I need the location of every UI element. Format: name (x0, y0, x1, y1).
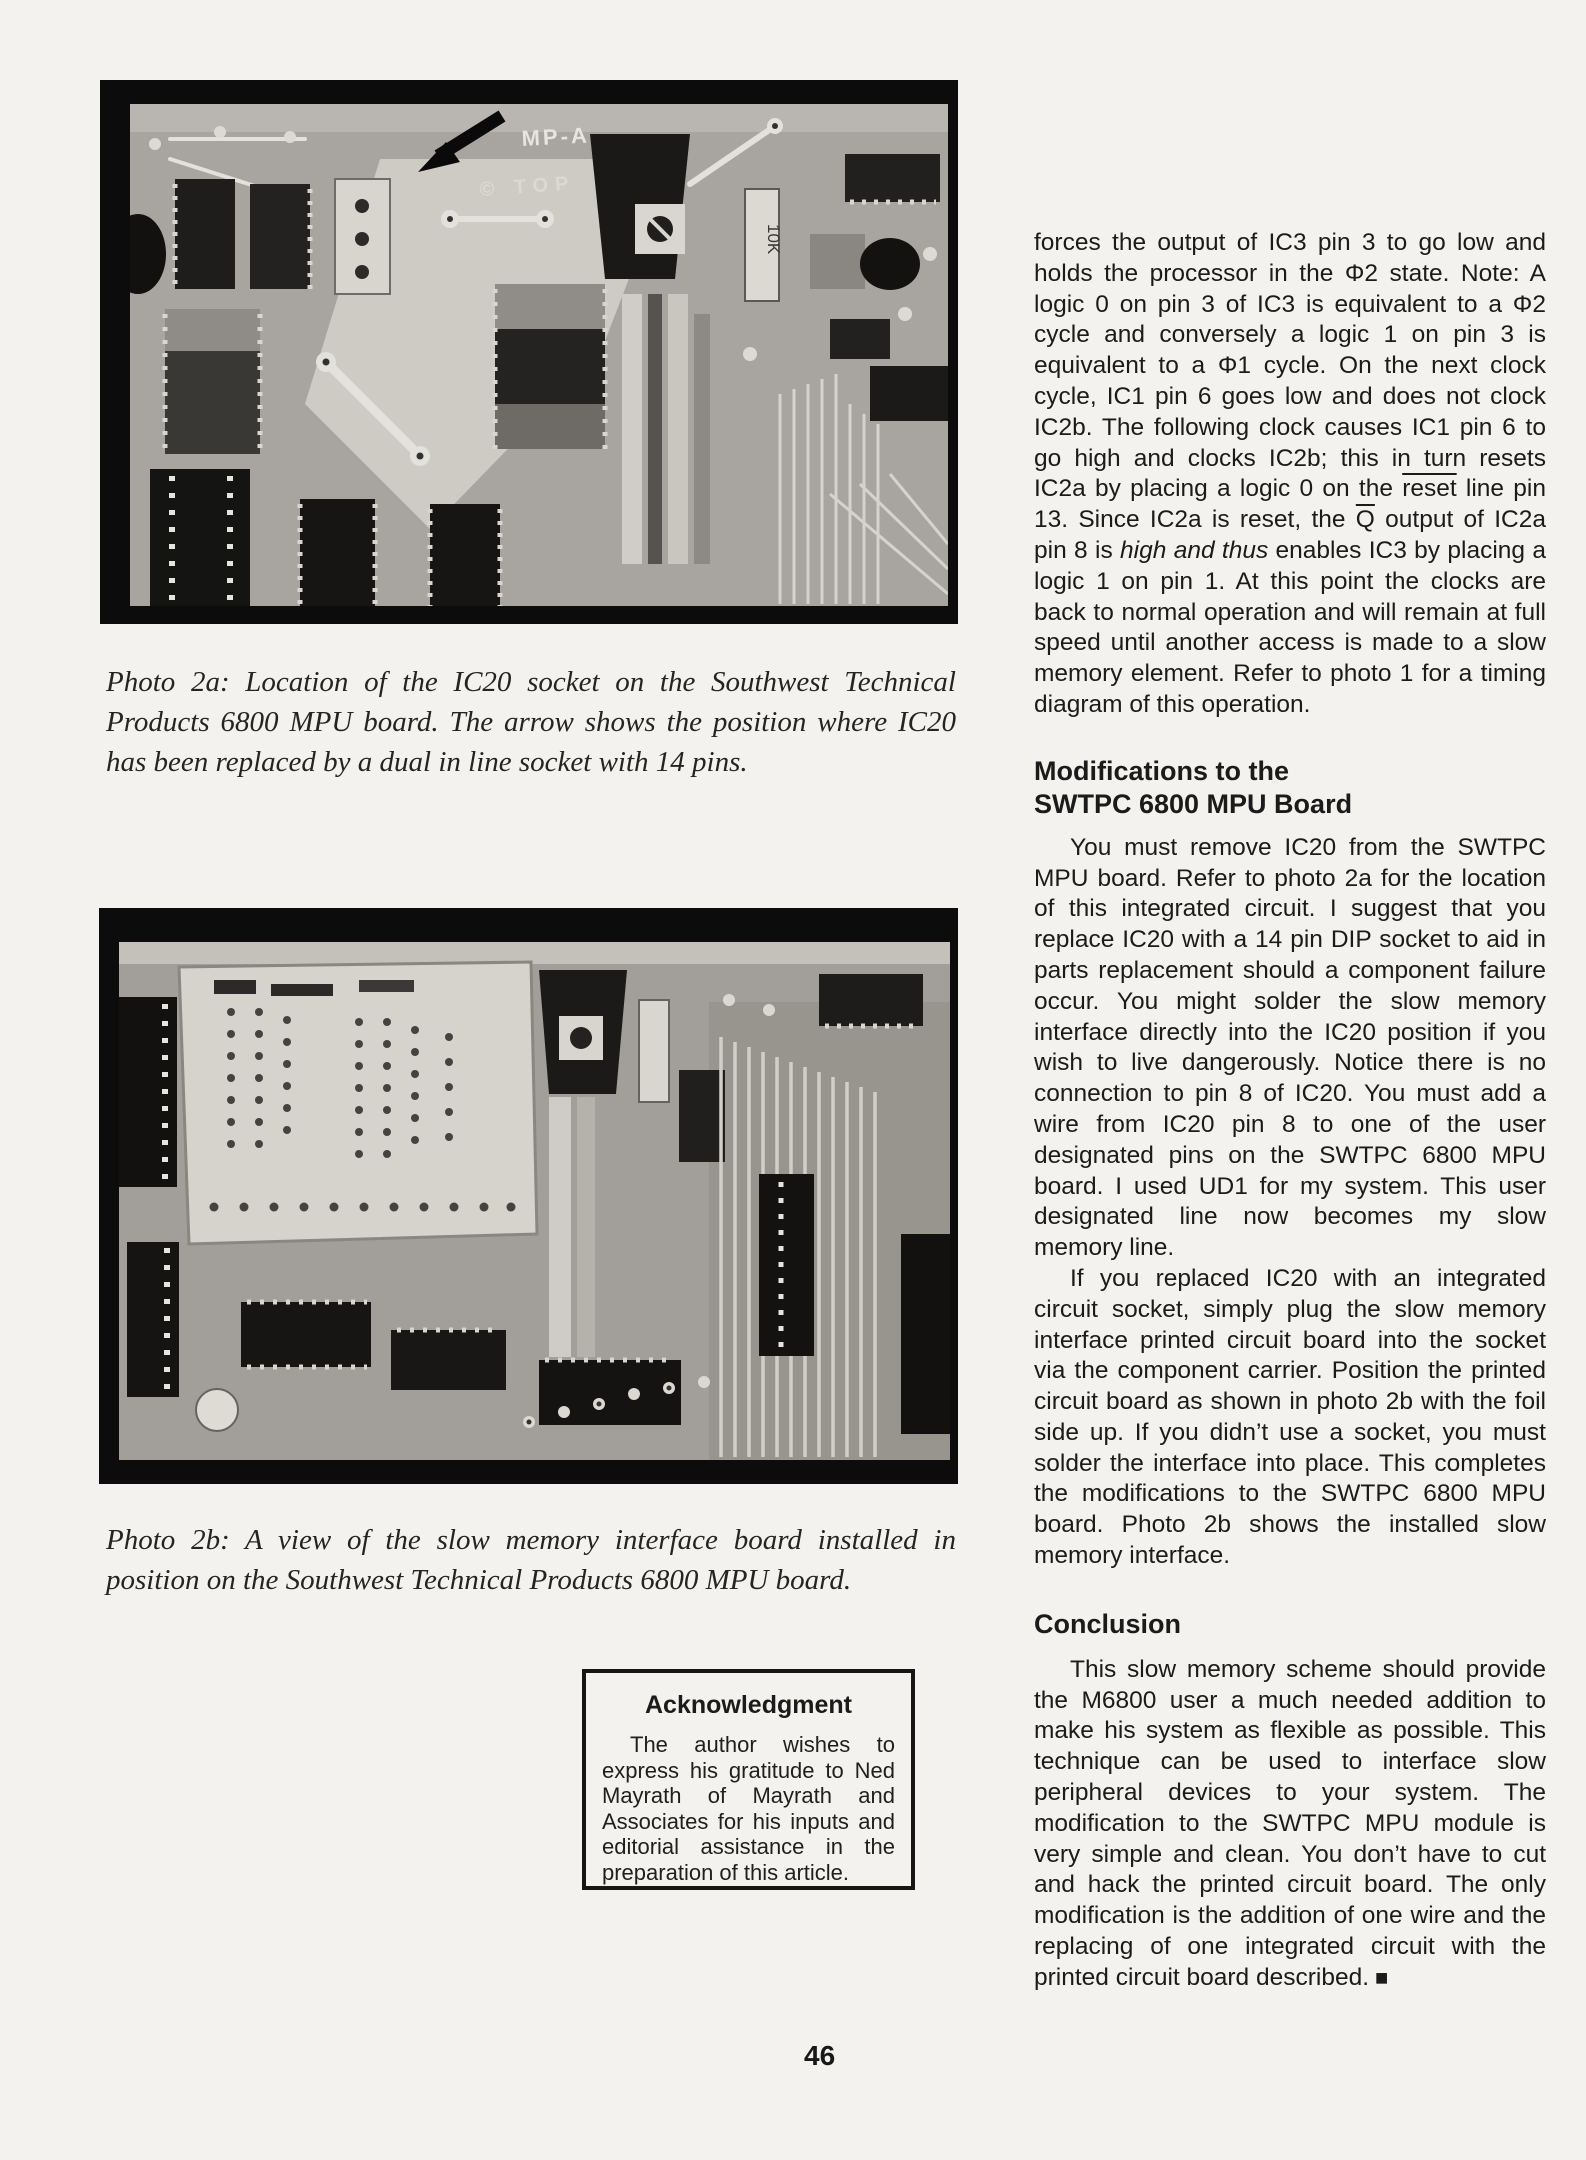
paragraph-3: If you replaced IC20 with an integrated circuit socket, simply plug the slow memory interface printed circuit board into the socket via the component carrier. Position the printed circuit board as shown in photo 2b with the foil side up. If you didn’t use a socket, you must solder the interface into place. This completes the modifications to the SWTPC 6800 MPU board. Photo 2b shows the installed slow memory interface. (1034, 1264, 1546, 1570)
board-label-top: © TOP (478, 172, 577, 201)
paragraph-1-text: output of IC2a pin 8 is (1034, 506, 1546, 564)
section-heading-modifications (1034, 755, 1546, 821)
heading-line-2: SWTPC 6800 MPU Board (1034, 788, 1353, 819)
reset-bar-signal: reset (1402, 475, 1457, 503)
end-of-article-mark: ■ (1375, 1964, 1389, 1990)
acknowledgment-body: The author wishes to express his gratitude to Ned Mayrath of Mayrath and Associates for his inputs and editorial assistance in the preparation of this article. (602, 1732, 895, 1885)
photo-2a-caption: Photo 2a: Location of the IC20 socket on the Southwest Technical Products 6800 MPU board. The arrow shows the position where IC20 has been replaced by a dual in line socket with 14 pins. (106, 666, 956, 778)
pcb-photo-2b-image (119, 942, 950, 1460)
capacitor-top (196, 1389, 238, 1431)
ic-chip-center (495, 284, 605, 449)
acknowledgment-box (582, 1669, 915, 1890)
ic-chip-left-mid (165, 309, 260, 454)
heading-line-1: Modifications to the (1034, 755, 1289, 786)
paragraph-2: You must remove IC20 from the SWTPC MPU board. Refer to photo 2a for the location of this integrated circuit. I suggest that you replace IC20 with a 14 pin DIP socket to aid in parts replacement should a component failure occur. You might solder the slow memory interface directly into the IC20 position if you wish to live dangerously. Notice there is no connection to pin 8 of IC20. You must add a wire from IC20 pin 8 to one of the user designated pins on the SWTPC 6800 MPU board. I used UD1 for my system. This user designated line now becomes my slow memory line. (1034, 833, 1546, 1262)
ic-chip-bottom-left (150, 469, 250, 606)
photo-2a (100, 80, 958, 624)
section-heading-conclusion: Conclusion (1034, 1608, 1181, 1639)
paragraph-1-text: enables IC3 by placing a logic 1 on pin 1. At this point the clocks are back to normal operation and will remain at full speed until another access is made to a slow memory element. Refer to photo 1 for a timing diagram of this operation. (1034, 536, 1546, 718)
paragraph-1-text: line pin 13. Since IC2a is reset, the (1034, 475, 1546, 534)
resistor (639, 1000, 669, 1102)
acknowledgment-title: Acknowledgment (645, 1691, 852, 1719)
dip-socket (335, 179, 390, 294)
page-number: 46 (804, 2040, 836, 2071)
resistor (745, 189, 783, 301)
trace-strip (577, 1097, 595, 1357)
emphasized-text: high and thus (1120, 536, 1269, 564)
pcb-photo-2a-image (130, 104, 948, 606)
trace-strip (549, 1097, 571, 1357)
article-column (1034, 228, 1546, 1994)
board-label-mpa: MP-A (520, 122, 591, 151)
transistor-to220 (539, 970, 627, 1094)
photo-2b (99, 908, 958, 1484)
paragraph-1 (1034, 228, 1546, 721)
paragraph-4 (1034, 1655, 1546, 1994)
ic-chip (679, 1070, 725, 1162)
paragraph-4-text: This slow memory scheme should provide the M6800 user a much needed addition to make his system as flexible as possible. This technique can be used to interface slow peripheral devices to your system. The modification to the SWTPC MPU module is very simple and clean. You don’t have to cut and hack the printed circuit board. The only modification is the addition of one wire and the replacing of one integrated circuit with the printed circuit board described. (1034, 1655, 1546, 1991)
paragraph-1-text: forces the output of IC3 pin 3 to go low and holds the processor in the Φ2 state. Note: A logic 0 on pin 3 of IC3 is equivalent to a Φ2 cycle and conversely a logic 1 on pin 3 is equivalent to a Φ1 cycle. On the next clock cycle, IC1 pin 6 goes low and does not clock IC2b. The following clock causes IC1 pin 6 to go high and clocks IC2b; this in turn resets IC2a by placing a logic 0 on the (1034, 229, 1546, 503)
q-bar-signal: $\overline{Q}$ (1355, 506, 1375, 534)
photo-2b-caption: Photo 2b: A view of the slow memory interface board installed in position on the Southwest Technical Products 6800 MPU board. (106, 1524, 956, 1596)
transistor-to220 (590, 134, 690, 279)
resistor-label: 10K (764, 224, 783, 255)
